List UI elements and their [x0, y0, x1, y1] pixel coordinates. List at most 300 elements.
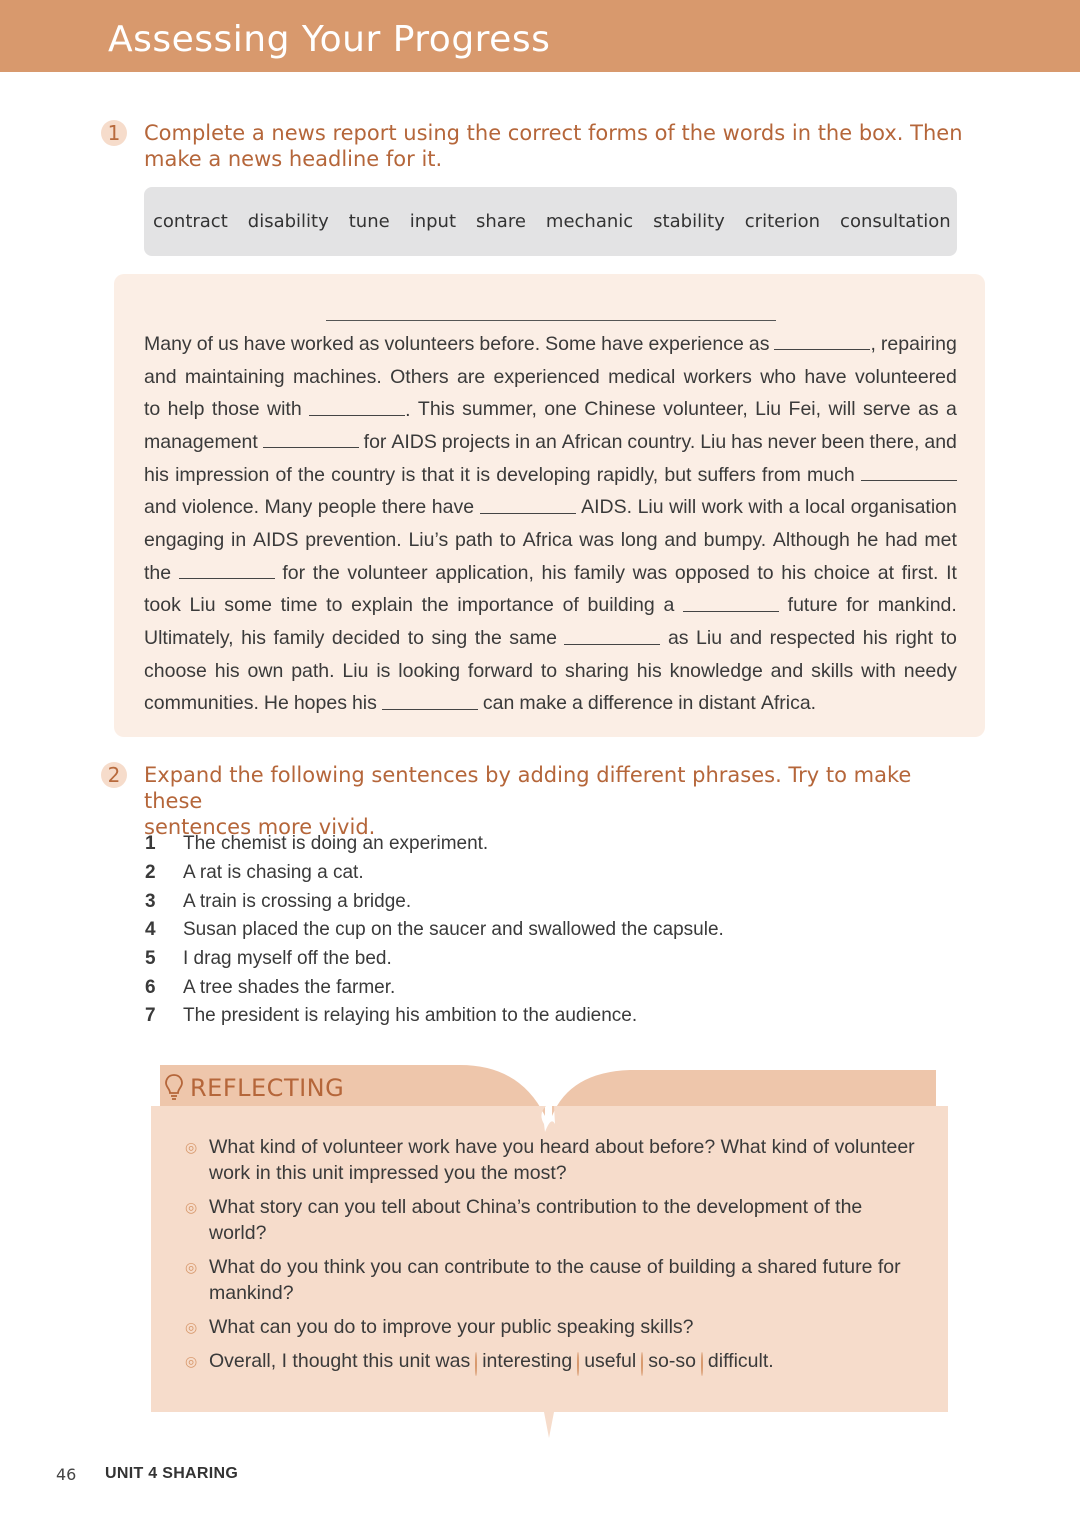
- report-word-text: Liu’s: [408, 528, 449, 551]
- report-word-text: with: [861, 659, 896, 682]
- overall-prefix: Overall, I thought this unit was: [209, 1350, 471, 1372]
- report-word-text: rapidly,: [596, 463, 659, 486]
- report-word-text: experience: [648, 332, 744, 355]
- report-word: [460, 464, 470, 487]
- report-word: [144, 464, 169, 487]
- report-word-text: his: [144, 463, 169, 486]
- report-word-text: with: [748, 496, 784, 519]
- report-word: [902, 562, 939, 585]
- report-word: [696, 627, 722, 650]
- report-line: [144, 655, 957, 688]
- report-word-text: is: [376, 659, 391, 682]
- report-word-text: for: [282, 561, 306, 584]
- report-word: [182, 496, 259, 519]
- report-word: [545, 333, 596, 356]
- report-word-text: will: [828, 398, 856, 421]
- report-word-text: of: [196, 332, 213, 355]
- report-word-text: a: [788, 496, 800, 519]
- answer-blank[interactable]: [179, 561, 275, 579]
- report-line: [144, 524, 957, 557]
- report-word-text: Liu: [189, 594, 216, 617]
- report-word-text: met: [924, 528, 957, 551]
- report-word: [144, 366, 177, 389]
- report-word-text: of: [275, 463, 292, 486]
- page-header: [0, 0, 1080, 72]
- report-word: [253, 529, 299, 552]
- target-bullet-icon: ◎: [185, 1139, 198, 1155]
- report-word: [382, 496, 426, 519]
- report-word-text: his: [241, 627, 266, 650]
- report-word-text: that: [421, 463, 455, 486]
- answer-blank[interactable]: [683, 594, 779, 612]
- report-word: [483, 692, 514, 715]
- report-word: [881, 333, 957, 356]
- exercise-1-number: 1: [101, 120, 127, 146]
- report-word-text: forward: [467, 659, 533, 682]
- report-word: [291, 660, 334, 683]
- news-report-text: [144, 328, 957, 720]
- report-word: [563, 594, 579, 617]
- report-word: [675, 562, 750, 585]
- report-word-text: the: [144, 561, 172, 584]
- target-bullet-icon: ◎: [185, 1199, 198, 1215]
- sentence-number: 7: [145, 1005, 156, 1027]
- report-word-text: country.: [627, 430, 696, 453]
- report-word: [878, 562, 894, 585]
- report-word-text: and: [729, 627, 763, 650]
- report-word: [342, 660, 368, 683]
- report-word: [462, 398, 537, 421]
- sentence-item: [145, 887, 724, 916]
- report-word-text: have: [431, 496, 475, 519]
- word-box-item: criterion: [744, 211, 821, 232]
- rating-option-circle[interactable]: [577, 1352, 579, 1376]
- word-box-item: share: [476, 211, 526, 232]
- report-word: [698, 464, 756, 487]
- report-word-text: is: [476, 463, 491, 486]
- report-word-text: time: [280, 594, 318, 617]
- report-word-text: opposed: [674, 561, 750, 584]
- report-word-text: to: [757, 561, 774, 584]
- report-word-text: serve: [862, 398, 911, 421]
- report-word: [851, 496, 957, 519]
- question-line: mankind?: [209, 1282, 294, 1304]
- report-word-text: with: [267, 398, 302, 421]
- report-word-text: Africa.: [760, 692, 817, 715]
- report-word: [218, 333, 239, 356]
- report-word: [519, 692, 567, 715]
- report-word-text: difference: [587, 692, 674, 715]
- report-word-text: management: [144, 430, 258, 453]
- report-word: [565, 660, 629, 683]
- report-word: [212, 398, 260, 421]
- report-word-text: Liu: [342, 659, 369, 682]
- word-box-item: disability: [247, 211, 329, 232]
- exercise-2-number: 2: [101, 762, 127, 788]
- report-word-text: was: [579, 528, 614, 551]
- report-word-text: a: [663, 594, 675, 617]
- report-line: [144, 590, 957, 623]
- report-word-text: and: [144, 365, 177, 388]
- report-word: [422, 464, 455, 487]
- report-word: [185, 366, 285, 389]
- answer-blank[interactable]: [774, 332, 870, 350]
- report-word: [144, 594, 181, 617]
- report-word-text: to: [407, 627, 424, 650]
- report-word-text: experienced: [493, 365, 600, 388]
- question-line: What kind of volunteer work have you heard about before? What kind of volunteer: [209, 1136, 915, 1158]
- report-word-text: Africa: [522, 528, 573, 551]
- report-word: [241, 627, 266, 650]
- report-word-text: projects: [441, 430, 511, 453]
- report-word-text: Liu: [700, 430, 727, 453]
- report-word-text: from: [761, 463, 801, 486]
- report-word-text: This: [417, 398, 455, 421]
- report-word: [457, 594, 553, 617]
- report-word-text: bumpy.: [703, 528, 767, 551]
- report-word-text: Liu: [755, 398, 782, 421]
- sentence-text: I drag myself off the bed.: [183, 948, 392, 970]
- news-report-box: [114, 274, 985, 737]
- report-word-text: country: [331, 463, 396, 486]
- answer-blank[interactable]: [263, 430, 359, 448]
- rating-option-circle[interactable]: [701, 1352, 703, 1376]
- report-word: [496, 464, 590, 487]
- report-word: [941, 627, 957, 650]
- instruction-line: make a news headline for it.: [144, 147, 443, 171]
- report-word: [231, 529, 246, 552]
- overall-rating: [185, 1348, 925, 1377]
- report-word: [422, 594, 449, 617]
- report-word-text: as: [748, 332, 770, 355]
- report-word-text: Liu: [637, 496, 664, 519]
- report-word-text: needy: [903, 659, 957, 682]
- report-word: [781, 562, 806, 585]
- report-word: [664, 464, 691, 487]
- report-word: [663, 398, 748, 421]
- page-title: Assessing Your Progress: [108, 19, 551, 60]
- report-word-text: family: [574, 561, 625, 584]
- report-word-text: his: [351, 692, 377, 715]
- report-word: [144, 431, 258, 454]
- report-word-text: in: [678, 692, 694, 715]
- report-word: [863, 627, 888, 650]
- report-word: [946, 562, 957, 585]
- report-word-text: impression: [175, 463, 270, 486]
- report-word: [811, 660, 853, 683]
- report-word: [761, 692, 816, 715]
- sentence-item: [145, 973, 724, 1002]
- rating-option-circle[interactable]: [641, 1352, 643, 1376]
- report-word-text: have: [601, 332, 644, 355]
- report-word: [572, 692, 583, 715]
- report-word-text: the: [421, 594, 449, 617]
- exercise-2-instruction: [144, 762, 964, 840]
- report-word: [637, 660, 662, 683]
- report-word: [523, 529, 573, 552]
- report-word-text: the: [474, 627, 502, 650]
- report-word-text: medical: [608, 365, 676, 388]
- sentence-item: [145, 830, 724, 859]
- report-word: [144, 333, 192, 356]
- sentence-item: [145, 1002, 724, 1031]
- answer-blank-group: [564, 627, 660, 651]
- report-word-text: never: [767, 430, 817, 453]
- punctuation: .: [405, 398, 411, 421]
- report-word: [771, 660, 804, 683]
- report-word: [633, 562, 668, 585]
- report-word: [544, 398, 577, 421]
- report-word: [755, 398, 781, 421]
- report-word: [924, 529, 957, 552]
- reflecting-question: [185, 1134, 925, 1186]
- report-line: [144, 361, 957, 394]
- answer-blank-group: [179, 561, 275, 585]
- report-word: [294, 692, 347, 715]
- report-word-text: decided: [331, 627, 401, 650]
- sentence-number: 1: [145, 833, 156, 855]
- report-word-text: there: [381, 496, 427, 519]
- report-word: [684, 366, 752, 389]
- report-word-text: volunteered: [854, 365, 957, 388]
- report-word: [828, 398, 855, 421]
- report-word-text: Ultimately,: [144, 627, 234, 650]
- report-word: [305, 529, 401, 552]
- report-line: [144, 393, 957, 426]
- report-word: [663, 594, 674, 617]
- report-word: [215, 660, 240, 683]
- rating-option-circle[interactable]: [475, 1352, 477, 1376]
- report-word-text: his: [541, 561, 567, 584]
- answer-blank[interactable]: [382, 692, 478, 710]
- rating-option-label: so-so: [648, 1350, 696, 1372]
- report-word-text: and: [144, 496, 177, 519]
- report-word-text: first.: [901, 561, 939, 584]
- report-word: [821, 431, 864, 454]
- report-word-text: make: [519, 692, 568, 715]
- report-word: [669, 496, 696, 519]
- report-word: [475, 627, 502, 650]
- report-word: [264, 692, 289, 715]
- report-word: [398, 660, 460, 683]
- report-word-text: one: [544, 398, 577, 421]
- sentence-item: [145, 859, 724, 888]
- report-word-text: had: [885, 528, 918, 551]
- word-box-item: stability: [653, 211, 725, 232]
- report-word-text: future: [787, 594, 838, 617]
- answer-blank[interactable]: [564, 627, 660, 645]
- report-word: [408, 627, 424, 650]
- reflecting-question: [185, 1254, 925, 1306]
- report-word-text: family: [273, 627, 325, 650]
- report-word-text: importance: [457, 594, 554, 617]
- report-word-text: choice: [813, 561, 871, 584]
- report-word-text: much: [807, 463, 855, 486]
- report-word: [638, 496, 664, 519]
- report-word-text: respected: [769, 627, 856, 650]
- answer-blank[interactable]: [861, 463, 957, 481]
- report-word: [318, 496, 377, 519]
- report-word: [224, 594, 272, 617]
- report-word-text: and: [664, 528, 697, 551]
- report-word: [144, 398, 160, 421]
- report-word: [144, 692, 259, 715]
- report-word-text: maintaining: [184, 365, 285, 388]
- report-word-text: suffers: [697, 463, 756, 486]
- report-word: [588, 594, 655, 617]
- report-word: [431, 627, 467, 650]
- sentence-number: 4: [145, 919, 156, 941]
- report-word: [608, 366, 675, 389]
- lightbulb-icon: [164, 1073, 184, 1103]
- target-bullet-icon: ◎: [185, 1259, 198, 1275]
- word-box-item: contract: [153, 211, 228, 232]
- report-word-text: some: [224, 594, 272, 617]
- report-word: [267, 398, 302, 421]
- report-word-text: African: [561, 430, 623, 453]
- report-word-text: explain: [351, 594, 413, 617]
- sentence-text: The chemist is doing an experiment.: [183, 833, 489, 855]
- report-word: [574, 562, 625, 585]
- report-word-text: Many: [264, 496, 313, 519]
- report-word-text: communities.: [144, 692, 259, 715]
- report-word: [282, 562, 305, 585]
- report-word: [265, 496, 313, 519]
- report-word: [535, 431, 557, 454]
- report-word: [678, 692, 693, 715]
- report-word: [805, 496, 845, 519]
- report-word: [698, 692, 755, 715]
- report-line: [144, 328, 957, 361]
- question-line: work in this unit impressed you the most?: [209, 1162, 567, 1184]
- report-word-text: are: [457, 365, 486, 388]
- report-word: [442, 431, 510, 454]
- report-word-text: skills: [811, 659, 854, 682]
- report-word: [562, 431, 623, 454]
- report-word: [621, 529, 658, 552]
- report-word: [175, 464, 269, 487]
- report-word: [144, 660, 207, 683]
- report-word-text: AIDS.: [581, 496, 633, 519]
- report-word: [588, 692, 673, 715]
- report-word-text: Chinese: [584, 398, 656, 421]
- report-word-text: have: [243, 332, 286, 355]
- report-line: [144, 459, 957, 492]
- report-word: [313, 562, 340, 585]
- report-word: [298, 464, 325, 487]
- report-word: [768, 431, 817, 454]
- sentence-number: 2: [145, 862, 156, 884]
- rating-option-label: useful: [584, 1350, 637, 1372]
- answer-blank[interactable]: [480, 496, 576, 514]
- answer-blank[interactable]: [309, 398, 405, 416]
- report-word: [648, 333, 743, 356]
- report-word-text: application,: [435, 561, 534, 584]
- report-word-text: Liu: [696, 627, 723, 650]
- reflecting-question: [185, 1194, 925, 1246]
- report-word-text: he: [856, 528, 879, 551]
- report-word: [432, 496, 474, 519]
- report-word-text: to: [540, 659, 558, 682]
- report-word: [359, 333, 380, 356]
- report-word: [293, 366, 382, 389]
- report-word: [384, 333, 474, 356]
- sentence-item: [145, 945, 724, 974]
- report-word: [857, 529, 879, 552]
- report-word: [144, 562, 171, 585]
- unit-label: UNIT 4 SHARING: [105, 1465, 239, 1482]
- report-word: [885, 529, 918, 552]
- sentence-text: A train is crossing a bridge.: [183, 890, 412, 912]
- headline-blank[interactable]: [326, 320, 776, 321]
- report-word-text: He: [263, 692, 289, 715]
- report-word: [276, 464, 292, 487]
- word-box-item: input: [409, 211, 457, 232]
- report-word-text: of: [562, 594, 579, 617]
- report-word-text: machines.: [292, 365, 382, 388]
- report-word-text: and: [924, 430, 957, 453]
- report-line: [144, 491, 957, 524]
- question-line: What do you think you can contribute to the cause of building a shared future for: [209, 1256, 901, 1278]
- report-word-text: engaging: [144, 528, 225, 551]
- report-word: [789, 398, 822, 421]
- report-word: [757, 562, 773, 585]
- report-word: [700, 431, 726, 454]
- report-word: [846, 594, 869, 617]
- report-word-text: before.: [479, 332, 541, 355]
- report-word-text: summer,: [462, 398, 537, 421]
- report-line: [144, 426, 957, 459]
- report-word: [144, 529, 224, 552]
- report-word-text: it: [460, 463, 470, 486]
- sentence-number: 3: [145, 890, 156, 912]
- sentence-text: A rat is chasing a cat.: [183, 862, 364, 884]
- report-word-text: knowledge: [669, 659, 763, 682]
- report-word-text: and: [770, 659, 804, 682]
- report-word-text: prevention.: [305, 528, 402, 551]
- word-box: [144, 187, 957, 256]
- report-word: [748, 496, 783, 519]
- report-word-text: as: [918, 398, 939, 421]
- target-bullet-icon: ◎: [185, 1319, 198, 1335]
- report-word-text: will: [669, 496, 697, 519]
- report-word: [168, 398, 205, 421]
- report-word-text: was: [632, 561, 668, 584]
- answer-blank-group: [861, 463, 957, 487]
- report-word: [762, 464, 801, 487]
- report-word-text: workers: [683, 365, 752, 388]
- report-word: [861, 660, 896, 683]
- question-line: world?: [209, 1222, 267, 1244]
- report-word-text: volunteers: [384, 332, 475, 355]
- punctuation: ,: [870, 333, 876, 356]
- reflecting-questions: [185, 1134, 925, 1385]
- report-word: [770, 627, 856, 650]
- report-word-text: developing: [496, 463, 591, 486]
- report-word: [494, 366, 600, 389]
- report-word-text: is: [401, 463, 416, 486]
- rating-option-label: interesting: [482, 1350, 573, 1372]
- report-word: [542, 562, 567, 585]
- report-word: [870, 431, 920, 454]
- report-word: [476, 464, 490, 487]
- report-word: [144, 496, 177, 519]
- report-line: [144, 557, 957, 590]
- report-word: [515, 431, 530, 454]
- report-word-text: as: [667, 627, 689, 650]
- report-word-text: the: [297, 463, 326, 486]
- report-word: [391, 431, 437, 454]
